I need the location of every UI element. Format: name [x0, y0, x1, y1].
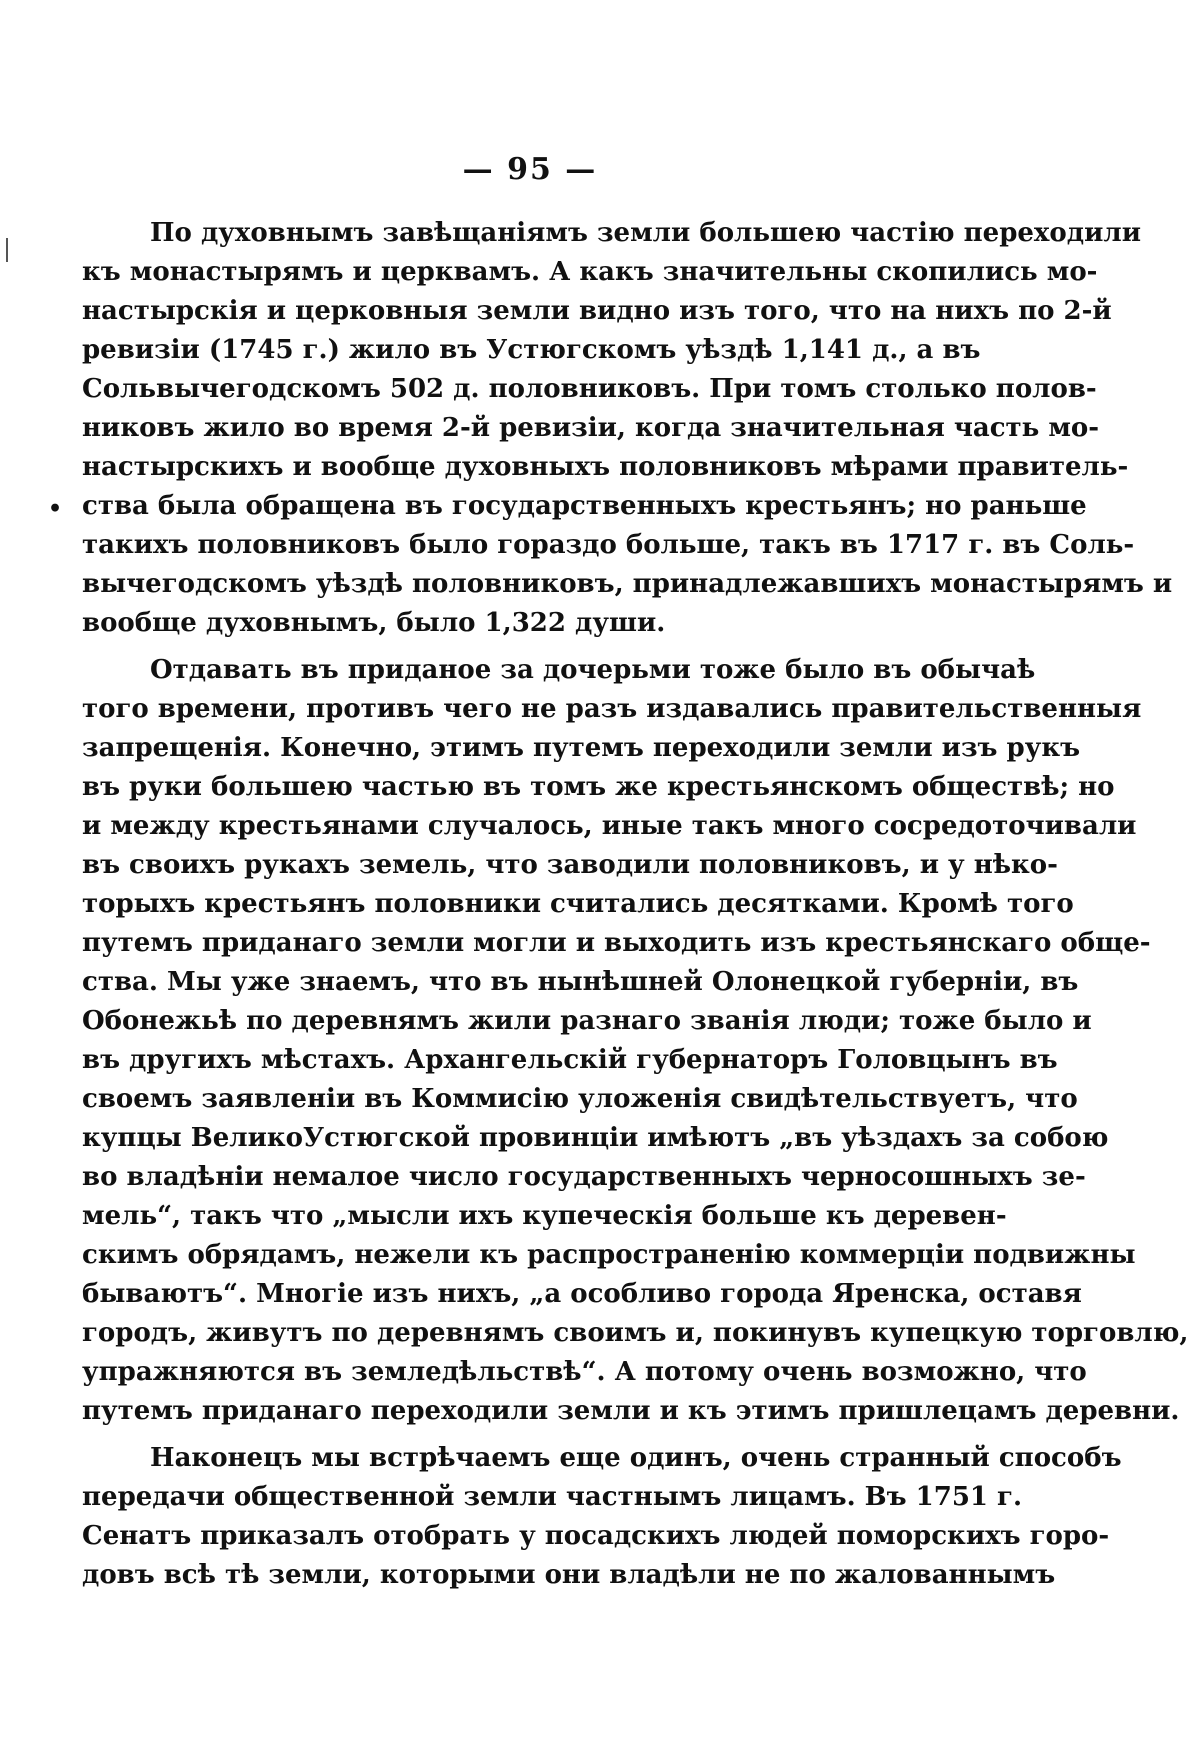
text-line: путемъ приданаго переходили земли и къ этимъ пришлецамъ деревни.	[82, 1396, 1180, 1426]
text-line: къ монастырямъ и церквамъ. А какъ значительны скопились мо-	[82, 257, 1098, 287]
paragraph	[82, 651, 1188, 1431]
text-line: въ другихъ мѣстахъ. Архангельскій губернаторъ Головцынъ въ	[82, 1045, 1058, 1075]
text-line: настырскія и церковныя земли видно изъ того, что на нихъ по 2-й	[82, 296, 1112, 326]
text-line: настырскихъ и вообще духовныхъ половниковъ мѣрами правитель-	[82, 452, 1129, 482]
text-line: и между крестьянами случалось, иные такъ много сосредоточивали	[82, 811, 1137, 841]
margin-rule	[6, 238, 8, 262]
text-line: Сольвычегодскомъ 502 д. половниковъ. При томъ столько полов-	[82, 374, 1097, 404]
text-line: торыхъ крестьянъ половники считались десятками. Кромѣ того	[82, 889, 1074, 919]
text-line: въ руки большею частью въ томъ же крестьянскомъ обществѣ; но	[82, 772, 1115, 802]
text-line: запрещенія. Конечно, этимъ путемъ переходили земли изъ рукъ	[82, 733, 1081, 763]
text-line: бываютъ“. Многіе изъ нихъ, „а особливо города Яренска, оставя	[82, 1279, 1082, 1309]
paragraph	[82, 214, 1173, 643]
text-line: никовъ жило во время 2-й ревизіи, когда значительная часть мо-	[82, 413, 1100, 443]
text-line: Наконецъ мы встрѣчаемъ еще одинъ, очень странный способъ	[150, 1443, 1122, 1473]
text-line: своемъ заявленіи въ Коммисію уложенія свидѣтельствуетъ, что	[82, 1084, 1078, 1114]
page-number: — 95 —	[462, 152, 598, 187]
margin-dot-mark: •	[48, 496, 63, 522]
text-line: городъ, живутъ по деревнямъ своимъ и, покинувъ купецкую торговлю,	[82, 1318, 1188, 1348]
text-line: такихъ половниковъ было гораздо больше, такъ въ 1717 г. въ Соль-	[82, 530, 1135, 560]
text-line: вообще духовнымъ, было 1,322 души.	[82, 608, 666, 638]
text-line: Обонежьѣ по деревнямъ жили разнаго званія люди; тоже было и	[82, 1006, 1092, 1036]
text-line: путемъ приданаго земли могли и выходить изъ крестьянскаго обще-	[82, 928, 1151, 958]
text-line: ства. Мы уже знаемъ, что въ нынѣшней Олонецкой губерніи, въ	[82, 967, 1079, 997]
text-line: довъ всѣ тѣ земли, которыми они владѣли не по жалованнымъ	[82, 1560, 1056, 1590]
text-line: скимъ обрядамъ, нежели къ распространенію коммерціи подвижны	[82, 1240, 1136, 1270]
body-text	[82, 214, 1188, 1595]
text-line: По духовнымъ завѣщаніямъ земли большею частію переходили	[150, 218, 1141, 248]
text-line: во владѣніи немалое число государственныхъ черносошныхъ зе-	[82, 1162, 1086, 1192]
paragraph-gap	[82, 643, 890, 651]
text-line: мель“, такъ что „мысли ихъ купеческія больше къ деревен-	[82, 1201, 1007, 1231]
text-line: того времени, противъ чего не разъ издавались правительственныя	[82, 694, 1142, 724]
paragraph-gap	[82, 1431, 890, 1439]
text-line: Отдавать въ приданое за дочерьми тоже было въ обычаѣ	[150, 655, 1036, 685]
text-line: купцы ВеликоУстюгской провинціи имѣютъ „въ уѣздахъ за собою	[82, 1123, 1109, 1153]
text-line: ревизіи (1745 г.) жило въ Устюгскомъ уѣздѣ 1,141 д., а въ	[82, 335, 981, 365]
text-line: упражняются въ земледѣльствѣ“. А потому очень возможно, что	[82, 1357, 1087, 1387]
text-line: передачи общественной земли частнымъ лицамъ. Въ 1751 г.	[82, 1482, 1023, 1512]
text-line: ства была обращена въ государственныхъ крестьянъ; но раньше	[82, 491, 1087, 521]
paragraph	[82, 1439, 1122, 1595]
text-line: въ своихъ рукахъ земель, что заводили половниковъ, и у нѣко-	[82, 850, 1058, 880]
text-line: Сенатъ приказалъ отобрать у посадскихъ людей поморскихъ горо-	[82, 1521, 1110, 1551]
text-line: вычегодскомъ уѣздѣ половниковъ, принадлежавшихъ монастырямъ и	[82, 569, 1173, 599]
